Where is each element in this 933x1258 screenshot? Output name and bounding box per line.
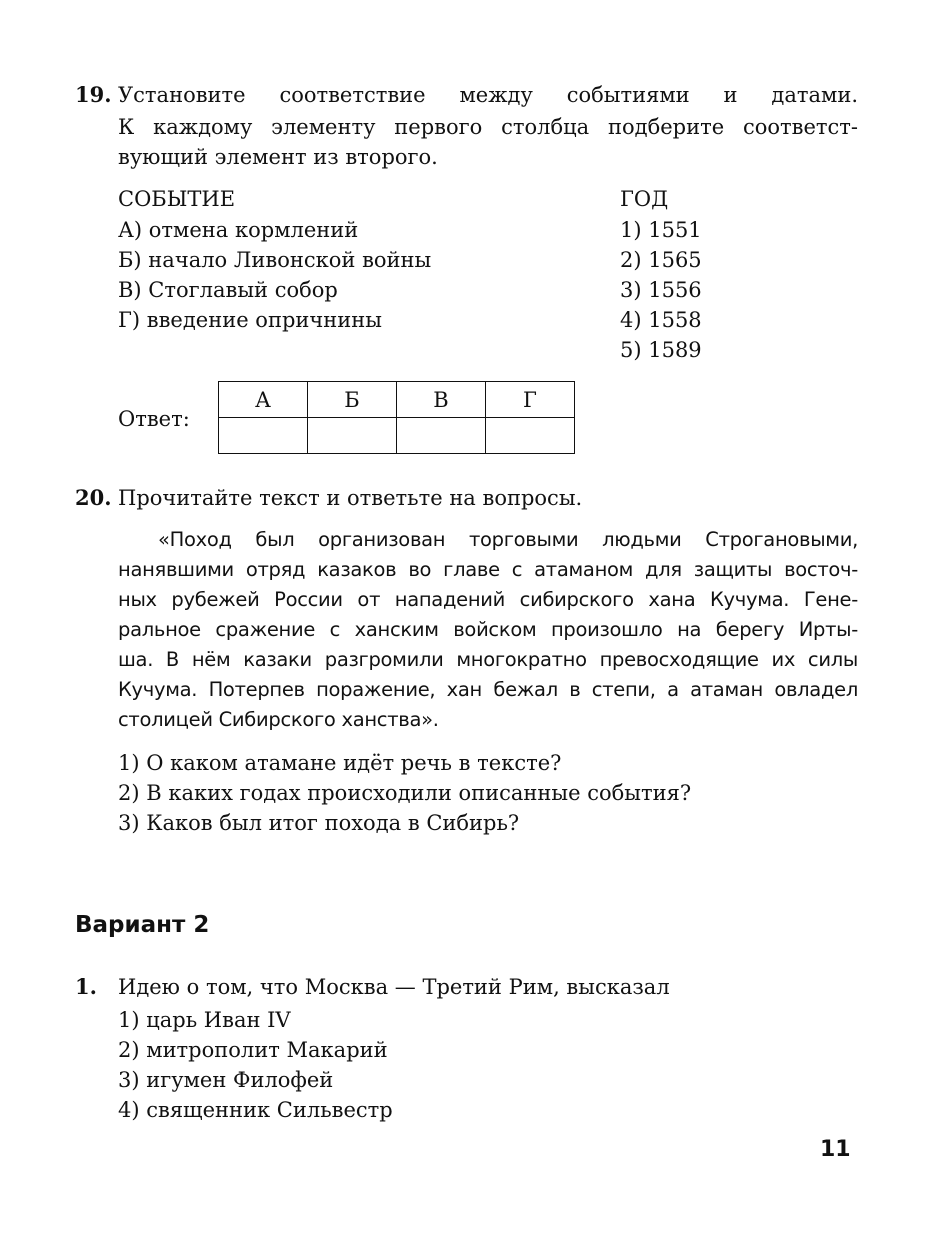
passage-line: Кучума. Потерпев поражение, хан бежал в степи, а атаман овладел — [118, 678, 858, 701]
option-item: 1) царь Иван IV — [118, 1008, 291, 1032]
question-20-number: 20. — [75, 485, 112, 510]
answer-cell[interactable] — [308, 418, 397, 454]
answer-cell[interactable] — [219, 418, 308, 454]
answer-header-a: А — [219, 382, 308, 418]
q20-question: 1) О каком атамане идёт речь в тексте? — [118, 751, 562, 775]
passage-line: ных рубежей России от нападений сибирского хана Кучума. Гене- — [118, 588, 858, 611]
variant-q1-number: 1. — [75, 974, 97, 999]
variant-title: Вариант 2 — [75, 912, 210, 938]
year-item: 3) 1556 — [620, 278, 702, 302]
option-item: 2) митрополит Макарий — [118, 1038, 388, 1062]
passage-line: ральное сражение с ханским войском произошло на берегу Ирты- — [118, 618, 858, 641]
year-item: 1) 1551 — [620, 218, 702, 242]
q20-question: 3) Каков был итог похода в Сибирь? — [118, 811, 520, 835]
q19-line: К каждому элементу первого столбца подберите соответст- — [118, 115, 858, 139]
answer-table — [218, 381, 575, 454]
event-item: Г) введение опричнины — [118, 308, 382, 332]
years-header: ГОД — [620, 187, 669, 211]
passage-line: столицей Сибирского ханства». — [118, 708, 439, 731]
question-19-number: 19. — [75, 82, 112, 107]
answer-header-v: В — [397, 382, 486, 418]
q20-question: 2) В каких годах происходили описанные события? — [118, 781, 692, 805]
passage-line: ша. В нём казаки разгромили многократно превосходящие их силы — [118, 648, 858, 671]
answer-label: Ответ: — [118, 407, 190, 431]
answer-cell[interactable] — [397, 418, 486, 454]
option-item: 4) священник Сильвестр — [118, 1098, 393, 1122]
year-item: 2) 1565 — [620, 248, 702, 272]
q19-line: вующий элемент из второго. — [118, 145, 438, 169]
events-header: СОБЫТИЕ — [118, 187, 236, 211]
year-item: 4) 1558 — [620, 308, 702, 332]
answer-header-b: Б — [308, 382, 397, 418]
answer-cell[interactable] — [486, 418, 575, 454]
event-item: В) Стоглавый собор — [118, 278, 338, 302]
page-number: 11 — [820, 1137, 851, 1162]
variant-q1-text: Идею о том, что Москва — Третий Рим, высказал — [118, 975, 670, 999]
passage-line: «Поход был организован торговыми людьми Строгановыми, — [158, 528, 858, 551]
year-item: 5) 1589 — [620, 338, 702, 362]
event-item: А) отмена кормлений — [118, 218, 359, 242]
event-item: Б) начало Ливонской войны — [118, 248, 432, 272]
option-item: 3) игумен Филофей — [118, 1068, 334, 1092]
answer-header-g: Г — [486, 382, 575, 418]
q19-line: Установите соответствие между событиями и датами. — [118, 83, 858, 107]
passage-line: нанявшими отряд казаков во главе с атаманом для защиты восточ- — [118, 558, 858, 581]
q20-prompt: Прочитайте текст и ответьте на вопросы. — [118, 486, 583, 510]
